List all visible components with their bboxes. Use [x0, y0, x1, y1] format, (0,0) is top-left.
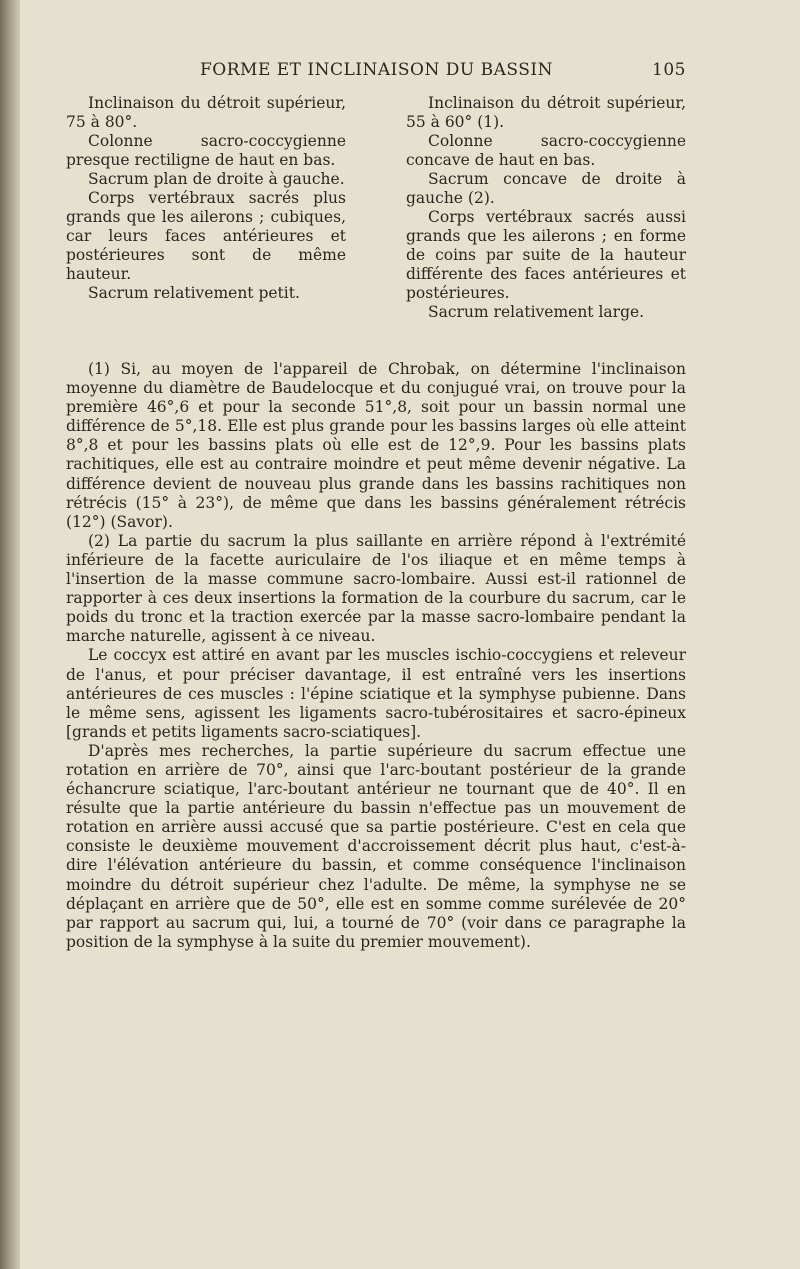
comparison-columns — [66, 94, 686, 322]
left-paragraph: Sacrum plan de droite à gauche. — [88, 170, 345, 188]
left-column — [66, 94, 346, 322]
footnotes — [66, 360, 686, 952]
right-column — [406, 94, 686, 322]
footnote-paragraph: D'après mes recherches, la partie supérieure du sacrum effectue une rotation en arrière de 70°, ainsi que l'arc-boutant postérieur de la grande échancrure sciatique, l'arc-boutant antérieur ne tournant que de 40°. Il en résulte que la partie antérieure du bassin n'effectue pas un mouvement de rotation en arrière aussi accusé que sa partie postérieure. C'est en cela que consiste le deuxième mouvement d'accroissement décrit plus haut, c'est-à-dire l'élévation antérieure du bassin, et comme conséquence l'inclinaison moindre du détroit supérieur chez l'adulte. De même, la symphyse ne se déplaçant en arrière que de 50°, elle est en somme comme surélevée de 20° par rapport au sacrum qui, lui, a tourné de 70° (voir dans ce paragraphe la position de la symphyse à la suite du premier mouvement). — [66, 741, 686, 951]
running-title: FORME ET INCLINAISON DU BASSIN — [200, 60, 553, 80]
running-header — [66, 60, 686, 94]
book-binding-edge — [0, 0, 20, 1269]
footnote-paragraph: Le coccyx est attiré en avant par les muscles ischio-coccygiens et releveur de l'anus, et pour préciser davantage, il est entraîné vers les insertions antérieures de ces muscles : l'épine sciatique et la symphyse pubienne. Dans le même sens, agissent les ligaments sacro-tubérositaires et sacro-épineux [grands et petits ligaments sacro-sciatiques]. — [66, 646, 686, 741]
right-paragraph: Colonne sacro-coccygienne concave de haut en bas. — [406, 132, 686, 169]
right-paragraph: Sacrum concave de droite à gauche (2). — [406, 170, 686, 207]
footnote-paragraph: (2) La partie du sacrum la plus saillante en arrière répond à l'extrémité inférieure de la facette auriculaire de l'os iliaque et en même temps à l'insertion de la masse commune sacro-lombaire. Aussi est-il rationnel de rapporter à ces deux insertions la formation de la courbure du sacrum, car le poids du tronc et la traction exercée par la masse sacro-lombaire pendant la marche naturelle, agissent à ce niveau. — [66, 531, 686, 646]
right-paragraph: Inclinaison du détroit supérieur, 55 à 60° (1). — [406, 94, 686, 131]
footnote-paragraph: (1) Si, au moyen de l'appareil de Chrobak, on détermine l'inclinaison moyenne du diamètre de Baudelocque et du conjugué vrai, on trouve pour la première 46°,6 et pour la seconde 51°,8, soit pour un bassin normal une différence de 5°,18. Elle est plus grande pour les bassins larges où elle atteint 8°,8 et pour les bassins plats où elle est de 12°,9. Pour les bassins plats rachitiques, elle est au contraire moindre et peut même devenir négative. La différence devient de nouveau plus grande dans les bassins rachitiques non rétrécis (15° à 23°), de même que dans les bassins généralement rétrécis (12°) (Savor). — [66, 360, 686, 531]
left-paragraph: Colonne sacro-coccygienne presque rectiligne de haut en bas. — [66, 132, 346, 169]
left-paragraph: Inclinaison du détroit supérieur, 75 à 80°. — [66, 94, 346, 131]
left-paragraph: Corps vertébraux sacrés plus grands que les ailerons ; cubiques, car leurs faces antérieures et postérieures sont de même hauteur. — [66, 189, 346, 283]
book-page — [66, 60, 686, 952]
left-paragraph: Sacrum relativement petit. — [88, 284, 300, 302]
right-paragraph: Corps vertébraux sacrés aussi grands que les ailerons ; en forme de coins par suite de la hauteur différente des faces antérieures et postérieures. — [406, 208, 686, 302]
right-paragraph: Sacrum relativement large. — [428, 303, 645, 321]
page-number: 105 — [652, 60, 686, 80]
